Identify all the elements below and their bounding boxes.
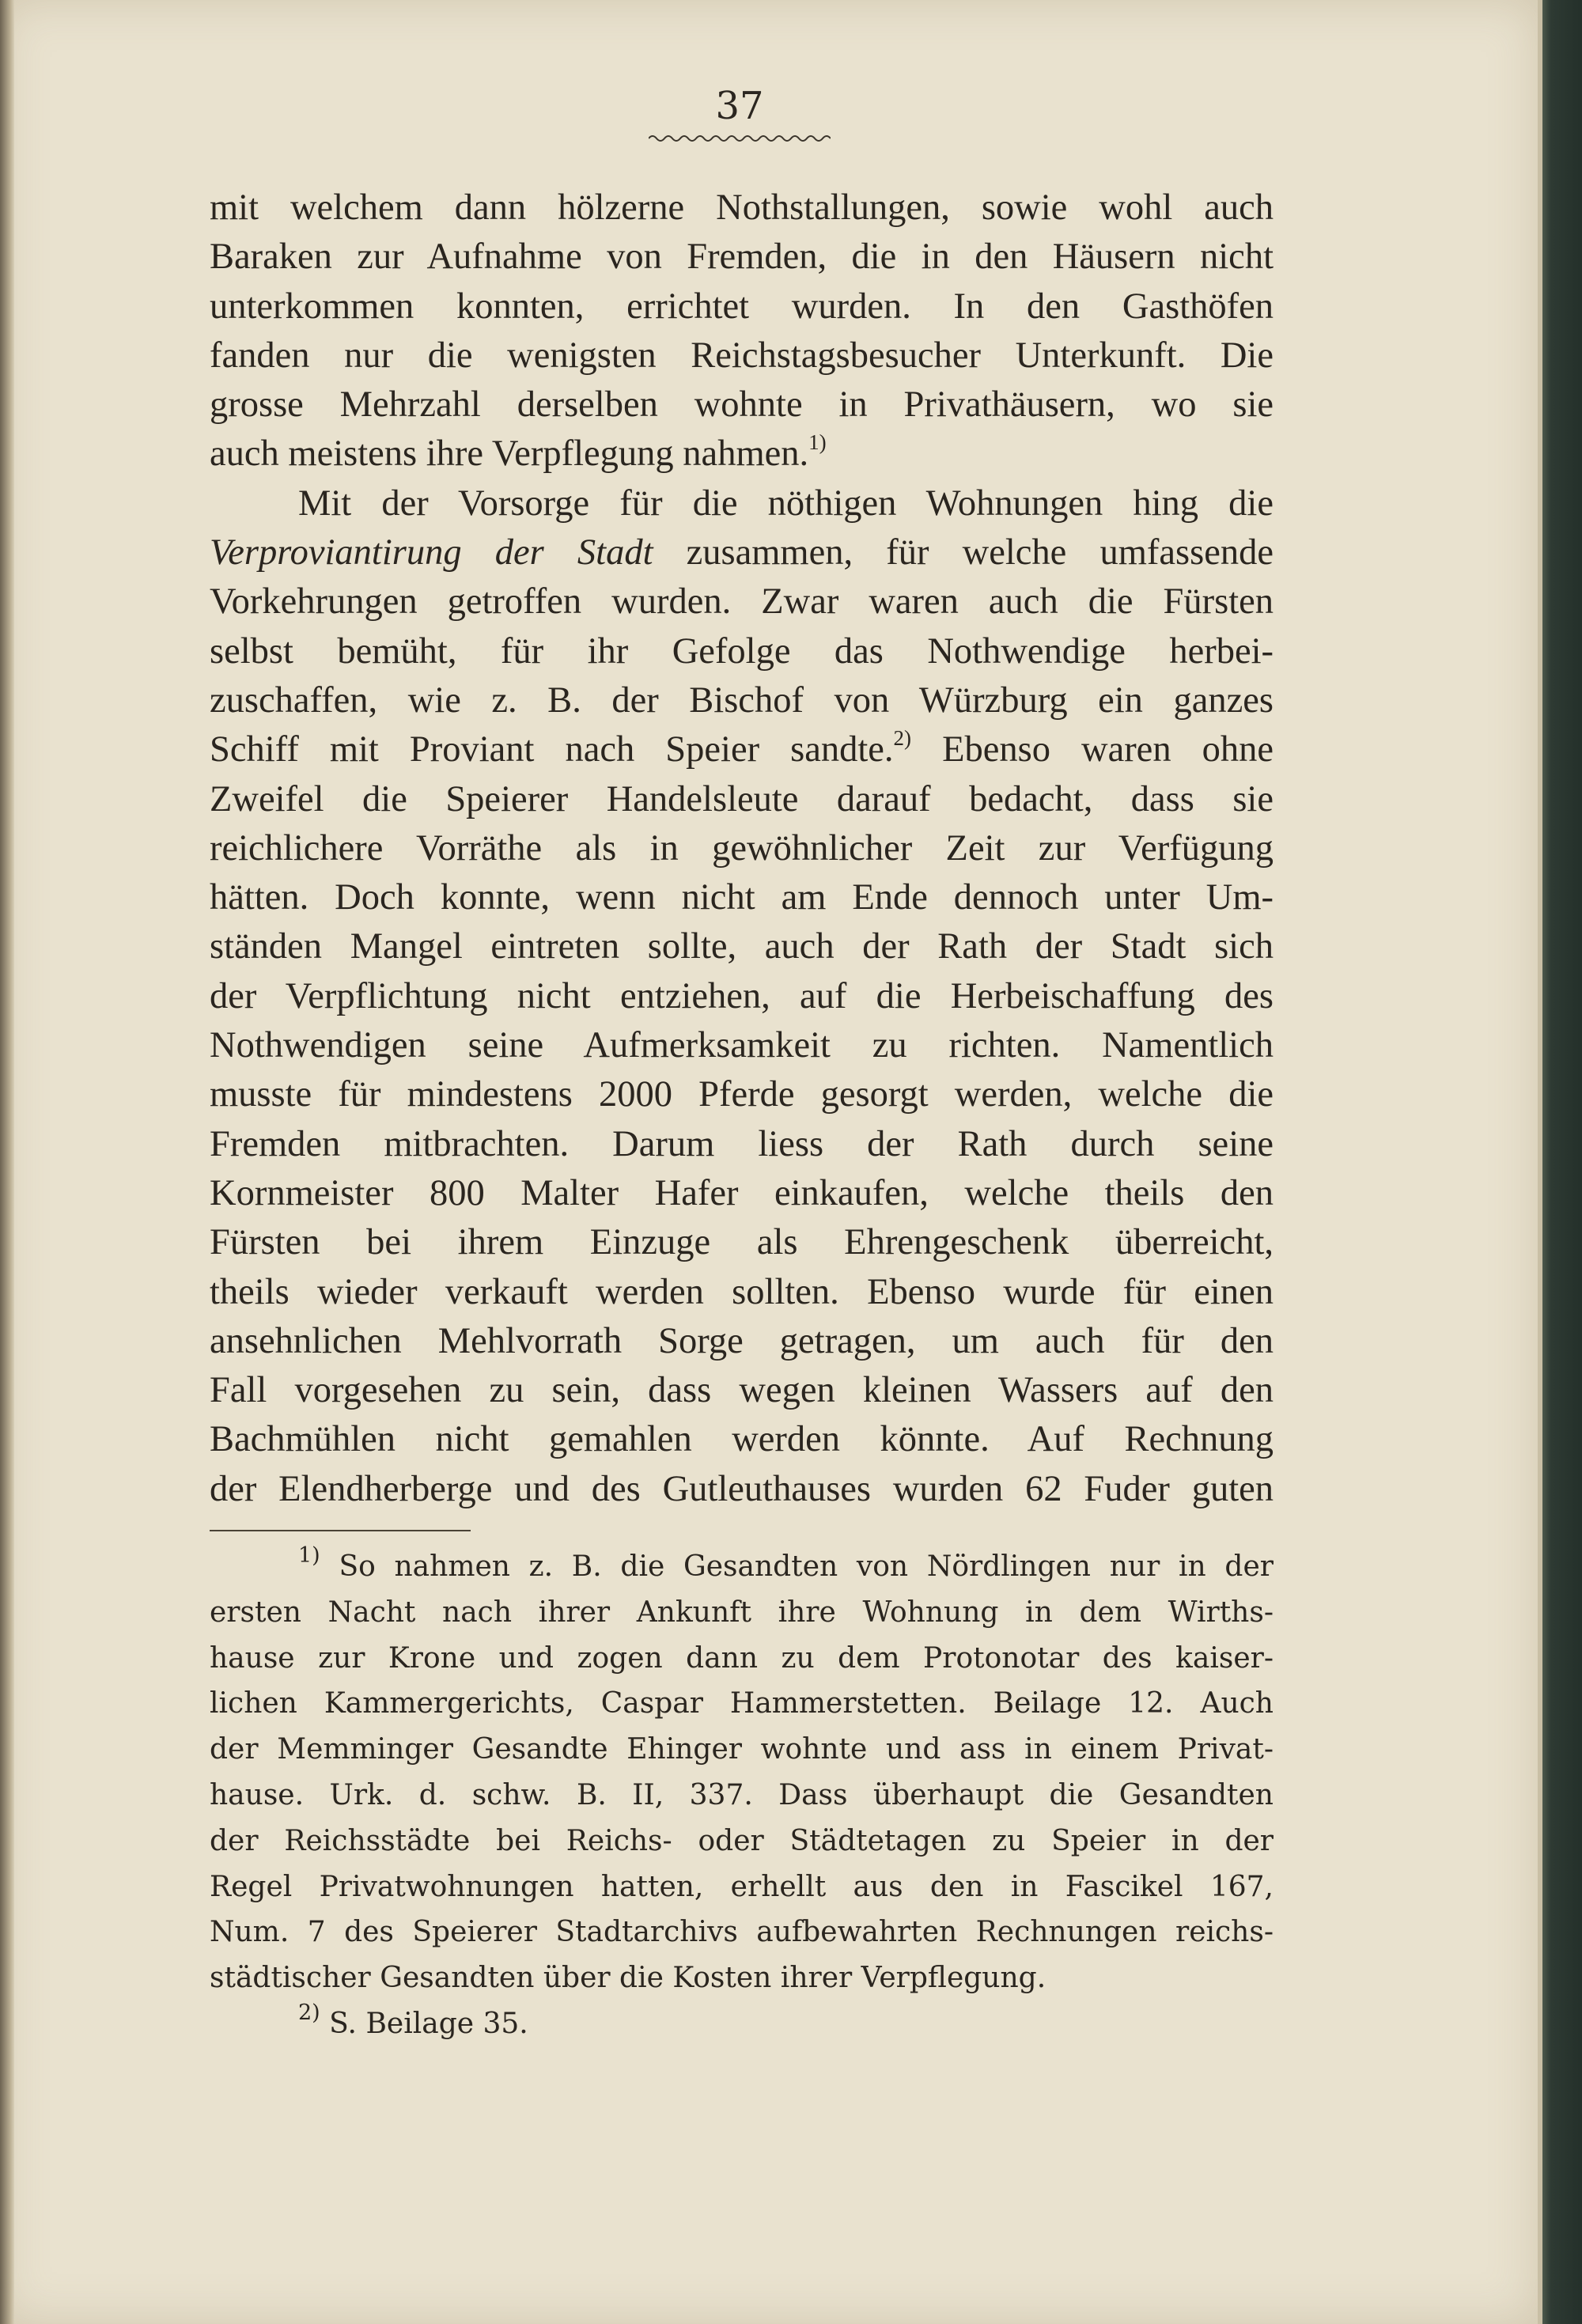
body-line: Nothwendigen seine Aufmerksamkeit zu richten. Namentlich: [210, 1025, 1274, 1066]
footnote-line: Regel Privatwohnungen hatten, erhellt aus den in Fascikel 167,: [210, 1870, 1274, 1903]
body-line: grosse Mehrzahl derselben wohnte in Privathäusern, wo sie: [210, 384, 1274, 426]
body-line: zuschaffen, wie z. B. der Bischof von Würzburg ein ganzes: [210, 679, 1274, 721]
body-line: musste für mindestens 2000 Pferde gesorgt werden, welche die: [210, 1074, 1274, 1115]
footnote-line: hause. Urk. d. schw. B. II, 337. Dass überhaupt die Gesandten: [210, 1778, 1274, 1811]
body-line: reichlichere Vorräthe als in gewöhnlicher Zeit zur Verfügung: [210, 827, 1274, 869]
page-number: 37: [715, 84, 764, 128]
body-line: hätten. Doch konnte, wenn nicht am Ende dennoch unter Um-: [210, 877, 1274, 918]
body-line: ständen Mangel eintreten sollte, auch der Rath der Stadt sich: [210, 926, 1274, 967]
footnote-line: städtischer Gesandten über die Kosten ihrer Verpflegung.: [210, 1962, 1046, 1995]
body-line: Fremden mitbrachten. Darum liess der Rath durch seine: [210, 1123, 1274, 1164]
footnote-line: der Memminger Gesandte Ehinger wohnte und ass in einem Privat-: [210, 1733, 1274, 1766]
book-cover-edge: [1538, 0, 1582, 2324]
body-line: Baraken zur Aufnahme von Fremden, die in den Häusern nicht: [210, 237, 1274, 278]
body-line: theils wieder verkauft werden sollten. Ebenso wurde für einen: [210, 1271, 1274, 1312]
body-line: unterkommen konnten, errichtet wurden. In den Gasthöfen: [210, 286, 1274, 327]
body-line: Fall vorgesehen zu sein, dass wegen kleinen Wassers auf den: [210, 1370, 1274, 1411]
footnote-divider: [210, 1530, 471, 1531]
footnote-ref: 1): [808, 430, 827, 454]
footnote-marker: 2): [298, 2000, 320, 2025]
body-line: Fürsten bei ihrem Einzuge als Ehrengeschenk überreicht,: [210, 1222, 1274, 1263]
footnote-line: der Reichsstädte bei Reichs- oder Städtetagen zu Speier in der: [210, 1824, 1274, 1857]
page-gutter-shadow: [0, 0, 14, 2324]
footnote-line: lichen Kammergerichts, Caspar Hammerstetten. Beilage 12. Auch: [210, 1687, 1274, 1720]
body-text: [210, 184, 1274, 1514]
footnote-line: hause zur Krone und zogen dann zu dem Protonotar des kaiser-: [210, 1641, 1274, 1675]
body-line: auch meistens ihre Verpflegung nahmen.$^{1)}$: [210, 430, 827, 475]
body-line: Schiff mit Proviant nach Speier sandte.$^{2)}$ Ebenso waren ohne: [210, 725, 1274, 770]
body-line: ansehnlichen Mehlvorrath Sorge getragen, um auch für den: [210, 1320, 1274, 1361]
body-line: Bachmühlen nicht gemahlen werden könnte. Auf Rechnung: [210, 1419, 1274, 1460]
body-line: Verproviantirung der Stadt zusammen, für welche umfassende: [210, 532, 1274, 573]
footnote-marker: 1): [298, 1543, 320, 1568]
footnote-line: $^{1)}$ So nahmen z. B. die Gesandten von Nördlingen nur in der: [298, 1543, 1274, 1583]
footnote-ref: 2): [893, 725, 912, 750]
body-line: der Verpflichtung nicht entziehen, auf die Herbeischaffung des: [210, 975, 1274, 1016]
body-line: mit welchem dann hölzerne Nothstallungen, sowie wohl auch: [210, 187, 1274, 228]
body-line: fanden nur die wenigsten Reichstagsbesucher Unterkunft. Die: [210, 335, 1274, 376]
footnote-line: ersten Nacht nach ihrer Ankunft ihre Wohnung in dem Wirths-: [210, 1595, 1274, 1629]
body-line: der Elendherberge und des Gutleuthauses wurden 62 Fuder guten: [210, 1468, 1274, 1509]
emphasis-text: Verproviantirung der Stadt: [210, 532, 653, 573]
footnote-line: Num. 7 des Speierer Stadtarchivs aufbewahrten Rechnungen reichs-: [210, 1916, 1274, 1949]
page-number-ornament: [649, 133, 831, 144]
footnotes: [210, 1544, 1274, 2047]
body-line: Mit der Vorsorge für die nöthigen Wohnungen hing die: [298, 483, 1274, 524]
footnote-line: $^{2)}$ S. Beilage 35.: [298, 2000, 528, 2040]
body-line: selbst bemüht, für ihr Gefolge das Nothwendige herbei-: [210, 630, 1274, 672]
body-line: Vorkehrungen getroffen wurden. Zwar waren auch die Fürsten: [210, 581, 1274, 623]
body-line: Zweifel die Speierer Handelsleute darauf bedacht, dass sie: [210, 778, 1274, 819]
body-line: Kornmeister 800 Malter Hafer einkaufen, welche theils den: [210, 1172, 1274, 1213]
